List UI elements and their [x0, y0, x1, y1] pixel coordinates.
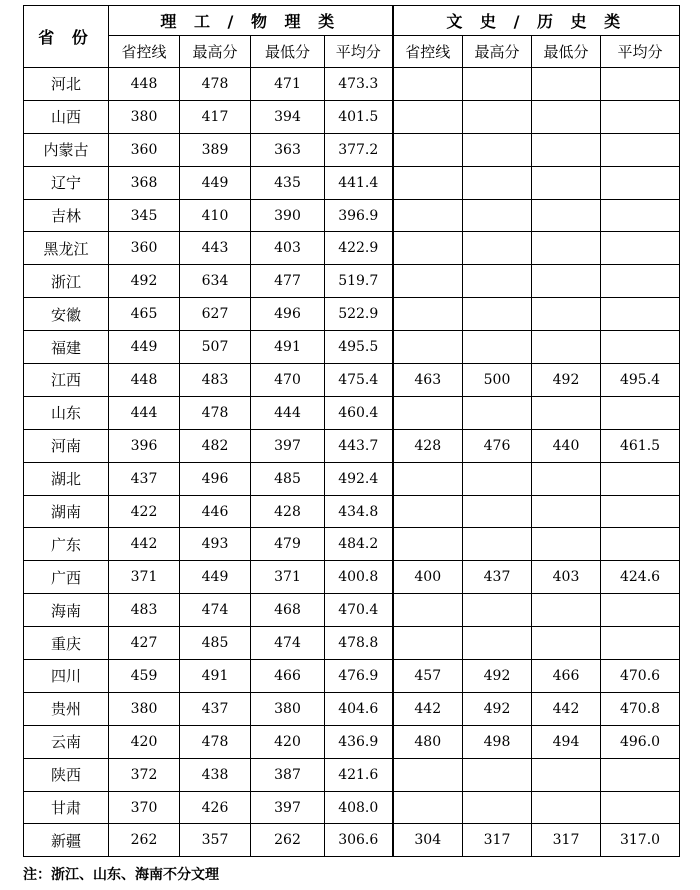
sci-value-cell: 519.7	[325, 265, 393, 298]
sci-value-cell: 410	[180, 199, 251, 232]
table-row	[24, 824, 680, 857]
table-row	[24, 364, 680, 397]
sci-value-cell: 470	[251, 364, 325, 397]
lib-value-cell	[463, 100, 532, 133]
lib-value-cell: 457	[393, 660, 463, 693]
lib-value-cell	[463, 396, 532, 429]
table-row	[24, 627, 680, 660]
table-body	[24, 68, 680, 857]
sci-value-cell: 262	[109, 824, 180, 857]
header-group-science: 理 工 / 物 理 类	[109, 6, 393, 36]
sci-value-cell: 404.6	[325, 692, 393, 725]
lib-value-cell	[463, 265, 532, 298]
lib-value-cell: 461.5	[601, 429, 680, 462]
sci-value-cell: 476.9	[325, 660, 393, 693]
lib-value-cell	[532, 462, 601, 495]
lib-value-cell: 496.0	[601, 725, 680, 758]
table-row	[24, 594, 680, 627]
sci-value-cell: 471	[251, 68, 325, 101]
table-row	[24, 561, 680, 594]
lib-value-cell	[601, 791, 680, 824]
sci-value-cell: 401.5	[325, 100, 393, 133]
header-group-liberal: 文 史 / 历 史 类	[393, 6, 680, 36]
sci-value-cell: 360	[109, 133, 180, 166]
sci-value-cell: 422.9	[325, 232, 393, 265]
lib-value-cell	[532, 166, 601, 199]
table-row	[24, 298, 680, 331]
sci-value-cell: 442	[109, 528, 180, 561]
lib-value-cell: 500	[463, 364, 532, 397]
province-cell: 浙江	[24, 265, 109, 298]
sci-value-cell: 483	[180, 364, 251, 397]
lib-value-cell	[601, 133, 680, 166]
lib-value-cell	[601, 298, 680, 331]
lib-value-cell: 480	[393, 725, 463, 758]
sci-value-cell: 420	[109, 725, 180, 758]
lib-value-cell	[532, 331, 601, 364]
province-cell: 安徽	[24, 298, 109, 331]
lib-value-cell	[393, 396, 463, 429]
table-row	[24, 100, 680, 133]
lib-value-cell: 317	[532, 824, 601, 857]
table-row	[24, 660, 680, 693]
footnote: 注：浙江、山东、海南不分文理	[23, 867, 219, 883]
sci-value-cell: 443	[180, 232, 251, 265]
lib-value-cell	[463, 133, 532, 166]
sci-value-cell: 438	[180, 758, 251, 791]
lib-value-cell	[393, 199, 463, 232]
sci-value-cell: 482	[180, 429, 251, 462]
sci-value-cell: 377.2	[325, 133, 393, 166]
lib-value-cell	[601, 495, 680, 528]
lib-value-cell	[393, 462, 463, 495]
lib-value-cell	[532, 68, 601, 101]
table-row	[24, 528, 680, 561]
lib-value-cell	[463, 528, 532, 561]
province-cell: 甘肃	[24, 791, 109, 824]
lib-value-cell	[393, 627, 463, 660]
table-row	[24, 232, 680, 265]
lib-value-cell	[532, 265, 601, 298]
sci-value-cell: 448	[109, 68, 180, 101]
table-row	[24, 758, 680, 791]
lib-value-cell	[601, 627, 680, 660]
lib-value-cell	[463, 331, 532, 364]
table-row	[24, 396, 680, 429]
header-lib-average: 平均分	[601, 36, 680, 68]
sci-value-cell: 397	[251, 791, 325, 824]
sci-value-cell: 475.4	[325, 364, 393, 397]
lib-value-cell: 428	[393, 429, 463, 462]
lib-value-cell: 442	[532, 692, 601, 725]
sci-value-cell: 389	[180, 133, 251, 166]
sci-value-cell: 627	[180, 298, 251, 331]
sci-value-cell: 397	[251, 429, 325, 462]
lib-value-cell	[393, 528, 463, 561]
lib-value-cell: 437	[463, 561, 532, 594]
lib-value-cell	[393, 298, 463, 331]
lib-value-cell	[463, 199, 532, 232]
lib-value-cell	[532, 528, 601, 561]
sci-value-cell: 360	[109, 232, 180, 265]
lib-value-cell: 424.6	[601, 561, 680, 594]
lib-value-cell	[463, 627, 532, 660]
lib-value-cell: 440	[532, 429, 601, 462]
sci-value-cell: 496	[180, 462, 251, 495]
province-cell: 河北	[24, 68, 109, 101]
sci-value-cell: 368	[109, 166, 180, 199]
sci-value-cell: 370	[109, 791, 180, 824]
sci-value-cell: 492.4	[325, 462, 393, 495]
lib-value-cell: 442	[393, 692, 463, 725]
sci-value-cell: 507	[180, 331, 251, 364]
sci-value-cell: 485	[251, 462, 325, 495]
province-cell: 山西	[24, 100, 109, 133]
sci-value-cell: 474	[180, 594, 251, 627]
sci-value-cell: 470.4	[325, 594, 393, 627]
lib-value-cell	[532, 627, 601, 660]
table-row	[24, 133, 680, 166]
table-row	[24, 265, 680, 298]
sci-value-cell: 437	[180, 692, 251, 725]
sci-value-cell: 495.5	[325, 331, 393, 364]
province-cell: 河南	[24, 429, 109, 462]
lib-value-cell	[393, 100, 463, 133]
province-cell: 湖南	[24, 495, 109, 528]
sci-value-cell: 478.8	[325, 627, 393, 660]
lib-value-cell: 317.0	[601, 824, 680, 857]
header-sci-highest: 最高分	[180, 36, 251, 68]
sci-value-cell: 437	[109, 462, 180, 495]
sci-value-cell: 428	[251, 495, 325, 528]
sci-value-cell: 444	[251, 396, 325, 429]
province-cell: 湖北	[24, 462, 109, 495]
province-cell: 福建	[24, 331, 109, 364]
lib-value-cell: 494	[532, 725, 601, 758]
province-cell: 四川	[24, 660, 109, 693]
sci-value-cell: 396	[109, 429, 180, 462]
lib-value-cell	[463, 298, 532, 331]
sci-value-cell: 436.9	[325, 725, 393, 758]
lib-value-cell	[532, 495, 601, 528]
sci-value-cell: 483	[109, 594, 180, 627]
lib-value-cell	[601, 396, 680, 429]
sci-value-cell: 387	[251, 758, 325, 791]
lib-value-cell	[601, 100, 680, 133]
sci-value-cell: 444	[109, 396, 180, 429]
province-cell: 吉林	[24, 199, 109, 232]
table-row	[24, 429, 680, 462]
sci-value-cell: 459	[109, 660, 180, 693]
lib-value-cell	[463, 495, 532, 528]
sci-value-cell: 427	[109, 627, 180, 660]
sci-value-cell: 491	[180, 660, 251, 693]
sci-value-cell: 363	[251, 133, 325, 166]
lib-value-cell	[601, 528, 680, 561]
sci-value-cell: 380	[251, 692, 325, 725]
lib-value-cell: 492	[532, 364, 601, 397]
header-lib-lowest: 最低分	[532, 36, 601, 68]
lib-value-cell	[601, 199, 680, 232]
sci-value-cell: 478	[180, 396, 251, 429]
sci-value-cell: 262	[251, 824, 325, 857]
lib-value-cell	[393, 331, 463, 364]
lib-value-cell	[532, 298, 601, 331]
sci-value-cell: 443.7	[325, 429, 393, 462]
sci-value-cell: 435	[251, 166, 325, 199]
header-row-columns	[24, 36, 680, 68]
sci-value-cell: 468	[251, 594, 325, 627]
lib-value-cell	[601, 166, 680, 199]
sci-value-cell: 522.9	[325, 298, 393, 331]
header-sci-control-line: 省控线	[109, 36, 180, 68]
lib-value-cell	[601, 265, 680, 298]
sci-value-cell: 426	[180, 791, 251, 824]
sci-value-cell: 496	[251, 298, 325, 331]
lib-value-cell: 470.6	[601, 660, 680, 693]
lib-value-cell: 463	[393, 364, 463, 397]
province-cell: 黑龙江	[24, 232, 109, 265]
sci-value-cell: 479	[251, 528, 325, 561]
sci-value-cell: 460.4	[325, 396, 393, 429]
sci-value-cell: 372	[109, 758, 180, 791]
sci-value-cell: 390	[251, 199, 325, 232]
lib-value-cell	[532, 594, 601, 627]
sci-value-cell: 634	[180, 265, 251, 298]
province-cell: 新疆	[24, 824, 109, 857]
header-sci-average: 平均分	[325, 36, 393, 68]
lib-value-cell	[463, 232, 532, 265]
sci-value-cell: 446	[180, 495, 251, 528]
lib-value-cell	[532, 232, 601, 265]
sci-value-cell: 449	[180, 166, 251, 199]
score-table	[23, 5, 680, 857]
province-cell: 辽宁	[24, 166, 109, 199]
lib-value-cell	[601, 331, 680, 364]
lib-value-cell: 304	[393, 824, 463, 857]
sci-value-cell: 400.8	[325, 561, 393, 594]
lib-value-cell: 492	[463, 692, 532, 725]
province-cell: 云南	[24, 725, 109, 758]
sci-value-cell: 478	[180, 68, 251, 101]
province-cell: 海南	[24, 594, 109, 627]
lib-value-cell	[393, 265, 463, 298]
lib-value-cell: 470.8	[601, 692, 680, 725]
header-lib-highest: 最高分	[463, 36, 532, 68]
sci-value-cell: 371	[109, 561, 180, 594]
lib-value-cell	[601, 594, 680, 627]
sci-value-cell: 478	[180, 725, 251, 758]
lib-value-cell	[601, 68, 680, 101]
header-sci-lowest: 最低分	[251, 36, 325, 68]
lib-value-cell	[532, 133, 601, 166]
sci-value-cell: 403	[251, 232, 325, 265]
table-row	[24, 68, 680, 101]
lib-value-cell	[532, 396, 601, 429]
sci-value-cell: 449	[180, 561, 251, 594]
header-row-groups	[24, 6, 680, 36]
sci-value-cell: 380	[109, 692, 180, 725]
sci-value-cell: 448	[109, 364, 180, 397]
lib-value-cell	[393, 495, 463, 528]
sci-value-cell: 420	[251, 725, 325, 758]
sci-value-cell: 449	[109, 331, 180, 364]
table-row	[24, 495, 680, 528]
sci-value-cell: 408.0	[325, 791, 393, 824]
sci-value-cell: 473.3	[325, 68, 393, 101]
table-row	[24, 725, 680, 758]
province-cell: 贵州	[24, 692, 109, 725]
lib-value-cell: 476	[463, 429, 532, 462]
lib-value-cell	[463, 166, 532, 199]
lib-value-cell	[532, 199, 601, 232]
lib-value-cell	[532, 791, 601, 824]
province-cell: 陕西	[24, 758, 109, 791]
sci-value-cell: 380	[109, 100, 180, 133]
table-row	[24, 692, 680, 725]
lib-value-cell: 400	[393, 561, 463, 594]
lib-value-cell	[532, 758, 601, 791]
table-row	[24, 462, 680, 495]
sci-value-cell: 477	[251, 265, 325, 298]
lib-value-cell	[463, 68, 532, 101]
lib-value-cell	[393, 232, 463, 265]
sci-value-cell: 465	[109, 298, 180, 331]
sci-value-cell: 492	[109, 265, 180, 298]
sci-value-cell: 491	[251, 331, 325, 364]
sci-value-cell: 434.8	[325, 495, 393, 528]
lib-value-cell	[601, 758, 680, 791]
sci-value-cell: 357	[180, 824, 251, 857]
sci-value-cell: 485	[180, 627, 251, 660]
header-province: 省 份	[24, 6, 109, 68]
table-row	[24, 166, 680, 199]
lib-value-cell	[393, 594, 463, 627]
table-row	[24, 199, 680, 232]
province-cell: 广西	[24, 561, 109, 594]
lib-value-cell: 495.4	[601, 364, 680, 397]
header-lib-control-line: 省控线	[393, 36, 463, 68]
sci-value-cell: 493	[180, 528, 251, 561]
lib-value-cell	[393, 166, 463, 199]
province-cell: 广东	[24, 528, 109, 561]
table-row	[24, 791, 680, 824]
lib-value-cell	[463, 594, 532, 627]
sci-value-cell: 466	[251, 660, 325, 693]
lib-value-cell	[601, 462, 680, 495]
province-cell: 江西	[24, 364, 109, 397]
lib-value-cell: 492	[463, 660, 532, 693]
sci-value-cell: 441.4	[325, 166, 393, 199]
province-cell: 内蒙古	[24, 133, 109, 166]
sci-value-cell: 345	[109, 199, 180, 232]
sci-value-cell: 306.6	[325, 824, 393, 857]
lib-value-cell: 403	[532, 561, 601, 594]
sci-value-cell: 474	[251, 627, 325, 660]
lib-value-cell	[393, 758, 463, 791]
sci-value-cell: 417	[180, 100, 251, 133]
province-cell: 山东	[24, 396, 109, 429]
lib-value-cell: 498	[463, 725, 532, 758]
sci-value-cell: 394	[251, 100, 325, 133]
sci-value-cell: 422	[109, 495, 180, 528]
lib-value-cell	[463, 791, 532, 824]
table-row	[24, 331, 680, 364]
lib-value-cell	[393, 68, 463, 101]
lib-value-cell	[463, 758, 532, 791]
lib-value-cell: 466	[532, 660, 601, 693]
lib-value-cell	[393, 791, 463, 824]
lib-value-cell	[463, 462, 532, 495]
sci-value-cell: 371	[251, 561, 325, 594]
lib-value-cell	[601, 232, 680, 265]
sci-value-cell: 396.9	[325, 199, 393, 232]
province-cell: 重庆	[24, 627, 109, 660]
lib-value-cell	[393, 133, 463, 166]
lib-value-cell: 317	[463, 824, 532, 857]
sci-value-cell: 421.6	[325, 758, 393, 791]
lib-value-cell	[532, 100, 601, 133]
sci-value-cell: 484.2	[325, 528, 393, 561]
